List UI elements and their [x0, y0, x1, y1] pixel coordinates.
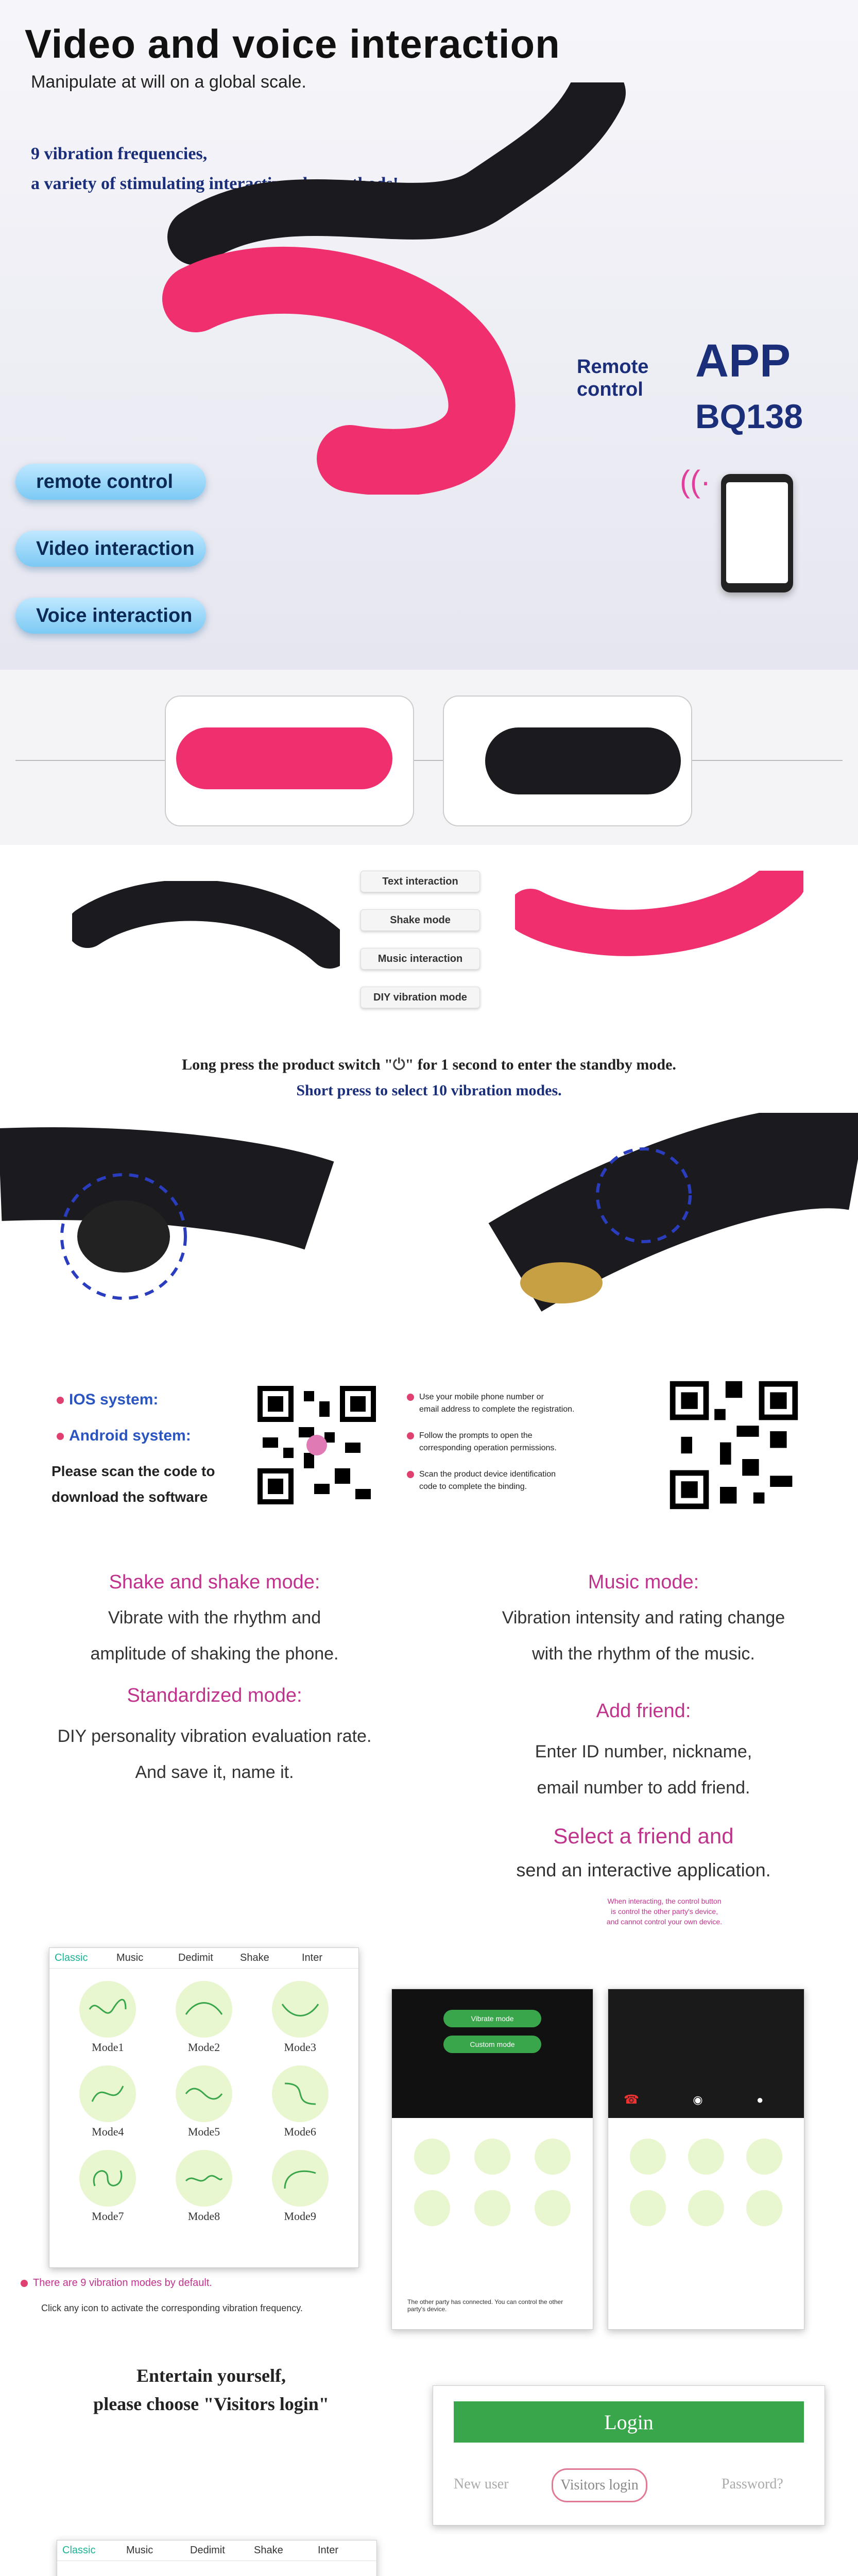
features-section — [0, 1571, 858, 1896]
tab-inter[interactable]: Inter — [302, 1952, 323, 1963]
mode-wave-icon[interactable] — [272, 1981, 329, 2038]
tab-dedimit[interactable]: Dedimit — [178, 1952, 213, 1963]
shake-body-1: Vibrate with the rhythm and — [108, 1608, 321, 1628]
bullet-icon — [57, 1433, 64, 1440]
connected-caption: The other party has connected. You can control the other party's device. — [407, 2298, 563, 2313]
custom-mode-button[interactable]: Custom mode — [443, 2036, 541, 2053]
tab-shake[interactable]: Shake — [240, 1952, 269, 1963]
select-note: When interacting, the control button is control the other party's device, and cannot control your own device. — [606, 1897, 723, 1926]
mode-note-2: Click any icon to activate the corresponding vibration frequency. — [41, 2303, 303, 2313]
mode-label: Mode7 — [92, 2210, 124, 2223]
detail-row — [0, 670, 858, 845]
mode-wave-icon[interactable] — [79, 1981, 136, 2038]
hangup-icon[interactable]: ☎ — [624, 2093, 639, 2107]
step-1: Use your mobile phone number or email address to complete the registration. — [407, 1391, 574, 1416]
login-panel — [433, 2385, 825, 2526]
tab-inter[interactable]: Inter — [318, 2545, 339, 2556]
select-friend-title: Select a friend and — [553, 1824, 734, 1848]
entertain-text-1: Entertain yourself, — [136, 2365, 286, 2386]
mode-item[interactable] — [252, 2150, 348, 2223]
password-link[interactable]: Password? — [722, 2476, 783, 2492]
hero-section — [0, 0, 858, 670]
remote-control-button[interactable]: remote control — [15, 464, 206, 500]
shake-mode-label: Shake mode — [361, 909, 480, 931]
standby-line-2: Short press to select 10 vibration modes. — [296, 1082, 562, 1099]
step-3: Scan the product device identification code to complete the binding. — [407, 1468, 556, 1493]
android-label: Android system: — [57, 1427, 191, 1445]
tab-dedimit[interactable]: Dedimit — [190, 2545, 225, 2556]
bullet-icon — [407, 1394, 414, 1401]
mode-item[interactable] — [156, 2065, 252, 2139]
phone-in-hand-image — [721, 474, 793, 592]
mode-label: Mode3 — [284, 2041, 316, 2054]
add-friend-body-2: email number to add friend. — [537, 1778, 750, 1798]
mode-wave-icon[interactable] — [79, 2065, 136, 2122]
tab-shake[interactable]: Shake — [254, 2545, 283, 2556]
mode-wave-icon[interactable] — [176, 2065, 232, 2122]
entertain-text-2: please choose "Visitors login" — [93, 2394, 329, 2414]
text-interaction-label: Text interaction — [361, 871, 480, 892]
mode-item[interactable] — [60, 1981, 156, 2054]
app-tabs — [49, 1948, 358, 1969]
shake-title: Shake and shake mode: — [109, 1571, 320, 1593]
download-section — [0, 1329, 858, 1571]
standardized-body-2: And save it, name it. — [135, 1762, 294, 1782]
mode-wave-icon[interactable] — [176, 1981, 232, 2038]
app-mode-screen — [49, 1947, 359, 2268]
pink-product-image — [515, 871, 803, 974]
bullet-icon — [407, 1432, 414, 1439]
music-body-1: Vibration intensity and rating change — [502, 1608, 785, 1628]
phone-mode-grid-1 — [402, 2139, 582, 2226]
new-user-link[interactable]: New user — [454, 2476, 509, 2492]
mode-label: Mode1 — [92, 2041, 124, 2054]
mode-label: Mode5 — [187, 2125, 220, 2138]
ios-label: IOS system: — [57, 1391, 158, 1409]
step-2: Follow the prompts to open the corresponding operation permissions. — [407, 1430, 557, 1454]
select-friend-body: send an interactive application. — [516, 1859, 771, 1880]
mode-grid-2 — [57, 2561, 376, 2576]
friend-phone-2 — [608, 1989, 804, 2330]
mode-item[interactable] — [156, 2150, 252, 2223]
mode-wave-icon[interactable] — [79, 2150, 136, 2207]
modes-section — [0, 845, 858, 1041]
mode-item[interactable] — [60, 2065, 156, 2139]
mode-label: Mode2 — [187, 2041, 220, 2054]
remote-control-label: Remote control — [577, 356, 649, 400]
mode-label: Mode6 — [284, 2125, 316, 2138]
tab-music[interactable]: Music — [126, 2545, 153, 2556]
login-button[interactable]: Login — [454, 2401, 804, 2443]
detail-image-button — [443, 696, 692, 826]
music-body-2: with the rhythm of the music. — [532, 1644, 755, 1664]
mic-icon[interactable]: ● — [757, 2093, 764, 2106]
music-interaction-label: Music interaction — [361, 948, 480, 970]
tab-classic[interactable]: Classic — [55, 1952, 88, 1963]
scan-text-2: download the software — [52, 1489, 208, 1505]
app-label: APP — [695, 335, 791, 387]
standby-line-1: Long press the product switch "⏻" for 1 second to enter the standby mode. — [182, 1056, 676, 1073]
mode-wave-icon[interactable] — [176, 2150, 232, 2207]
standardized-title: Standardized mode: — [127, 1685, 302, 1706]
mode-item[interactable] — [60, 2150, 156, 2223]
standardized-body-1: DIY personality vibration evaluation rate. — [57, 1726, 372, 1746]
feature-line-2: a variety of stimulating interactive play methods! — [31, 174, 399, 193]
mode-item[interactable] — [156, 1981, 252, 2054]
page-title: Video and voice interaction — [25, 21, 560, 66]
friend-phone-1 — [391, 1989, 593, 2330]
wifi-icon: ((· — [680, 464, 711, 499]
app-mode-screen-2 — [57, 2540, 377, 2576]
binding-qr-code[interactable] — [664, 1376, 803, 1515]
mode-wave-icon[interactable] — [272, 2150, 329, 2207]
phone-mode-grid-2 — [619, 2139, 794, 2226]
standby-product-image — [0, 1113, 858, 1319]
video-interaction-button[interactable]: Video interaction — [15, 531, 206, 567]
mode-item[interactable] — [252, 1981, 348, 2054]
tab-classic[interactable]: Classic — [62, 2545, 96, 2556]
model-label: BQ138 — [695, 397, 803, 435]
standby-section — [0, 1041, 858, 1329]
add-friend-body-1: Enter ID number, nickname, — [535, 1742, 752, 1761]
visitors-login-link[interactable]: Visitors login — [552, 2468, 647, 2502]
diy-vibration-label: DIY vibration mode — [361, 987, 480, 1008]
mode-item[interactable] — [252, 2065, 348, 2139]
bullet-icon — [21, 2280, 28, 2287]
tab-music[interactable]: Music — [116, 1952, 144, 1963]
add-friend-title: Add friend: — [596, 1700, 691, 1722]
app-tabs-2 — [57, 2540, 376, 2561]
mode-label: Mode4 — [92, 2125, 124, 2138]
detail-image-tip — [165, 696, 414, 826]
mode-wave-icon[interactable] — [272, 2065, 329, 2122]
music-title: Music mode: — [588, 1571, 699, 1593]
mode-note-1: There are 9 vibration modes by default. — [21, 2277, 212, 2289]
mode-label: Mode8 — [187, 2210, 220, 2223]
divider-line — [15, 760, 843, 761]
page-subtitle: Manipulate at will on a global scale. — [31, 72, 306, 92]
power-icon: ⏻ — [392, 1056, 405, 1073]
mode-label: Mode9 — [284, 2210, 316, 2223]
download-qr-code[interactable] — [252, 1381, 381, 1510]
scan-text-1: Please scan the code to — [52, 1463, 215, 1479]
black-product-image — [72, 881, 340, 974]
shake-body-2: amplitude of shaking the phone. — [90, 1644, 339, 1664]
bullet-icon — [407, 1471, 414, 1478]
vibrate-mode-button[interactable]: Vibrate mode — [443, 2010, 541, 2027]
hero-product-image — [155, 82, 670, 495]
feature-line-1: 9 vibration frequencies, — [31, 144, 208, 163]
camera-icon[interactable]: ◉ — [693, 2093, 703, 2106]
voice-interaction-button[interactable]: Voice interaction — [15, 598, 206, 634]
bullet-icon — [57, 1397, 64, 1404]
mode-grid — [49, 1969, 358, 2235]
